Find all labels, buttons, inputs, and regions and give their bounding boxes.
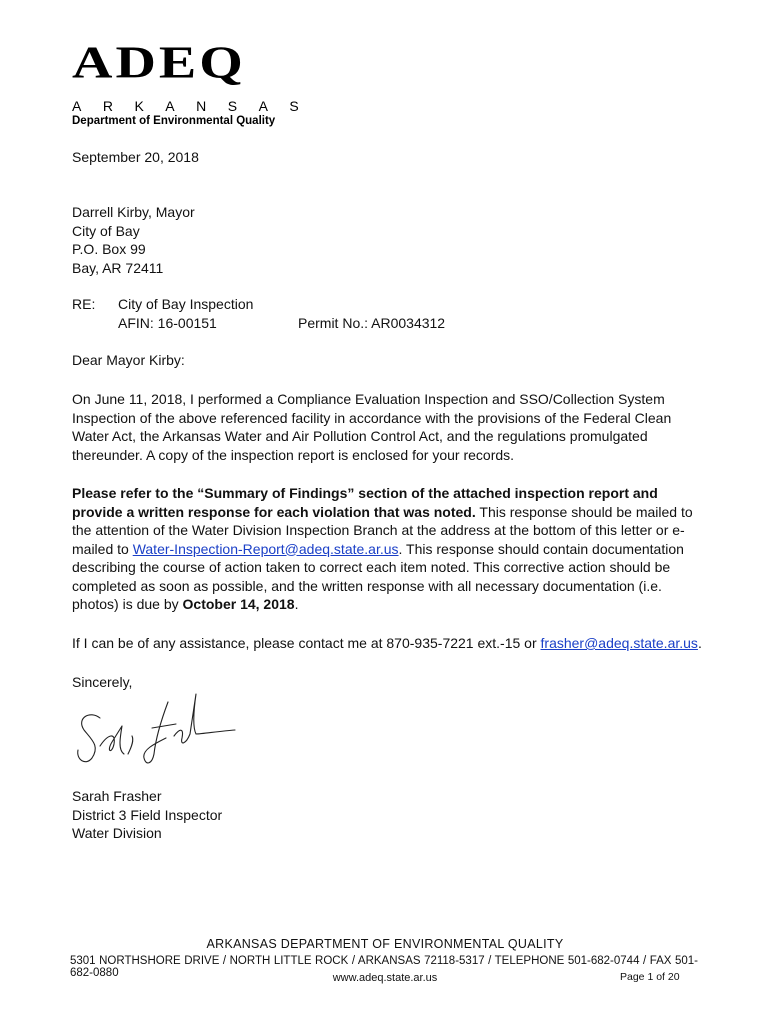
handwritten-signature	[70, 688, 240, 773]
logo-wordmark: ADEQ	[72, 37, 246, 89]
footer-website: www.adeq.state.ar.us	[332, 972, 438, 984]
page-number: Page 1 of 20	[620, 971, 680, 983]
paragraph-response-request: Please refer to the “Summary of Findings” section of the attached inspection report and provide a written response for each violation that was noted. This response should be mailed to the attention of the Water Division Inspection Branch at the address at the bottom of this letter or e- mailed to Water-Inspection-Report@adeq.state.ar.us. This response should contain documentation describing the course of action taken to correct each item noted. This corrective action should be completed as soon as possible, and the written response with all necessary documentation (i.e. photos) is due by October 14, 2018.	[72, 484, 698, 614]
paragraph-line: thereunder. A copy of the inspection report is enclosed for your records.	[72, 446, 515, 463]
paragraph-text: . This response should contain documentation	[398, 540, 684, 557]
paragraph-contact: If I can be of any assistance, please contact me at 870-935-7221 ext.-15 or frasher@adeq.state.ar.us.	[72, 635, 702, 651]
recipient-line: City of Bay	[72, 222, 140, 239]
re-subject: City of Bay Inspection	[118, 296, 254, 312]
footer-organization: ARKANSAS DEPARTMENT OF ENVIRONMENTAL QUALITY	[206, 937, 564, 951]
paragraph-text: photos) is due by	[72, 596, 183, 612]
logo-state-name: ARKANSAS	[72, 98, 321, 114]
afin-number: AFIN: 16-00151	[118, 314, 217, 331]
closing: Sincerely,	[72, 674, 133, 690]
due-date: October 14, 2018	[182, 596, 295, 612]
bold-instruction: provide a written response for each violation that was noted.	[72, 503, 476, 520]
paragraph-line: the attention of the Water Division Inspection Branch at the address at the bottom of this letter or e-	[72, 522, 685, 538]
paragraph-line: On June 11, 2018, I performed a Compliance Evaluation Inspection and SSO/Collection System	[72, 391, 665, 407]
paragraph-text: This response should be mailed to	[475, 503, 693, 520]
paragraph-line: describing the course of action taken to correct each item noted. This corrective action should be	[72, 559, 671, 575]
paragraph-text: If I can be of any assistance, please contact me at 870-935-7221 ext.-15 or	[72, 635, 541, 651]
paragraph-line: Inspection of the above referenced facility in accordance with the provisions of the Federal Clean	[72, 409, 672, 426]
signer-name: Sarah Frasher	[72, 788, 162, 804]
recipient-line: Darrell Kirby, Mayor	[72, 204, 195, 220]
paragraph-line: completed as soon as possible, and the written response with all necessary documentation (i.e.	[72, 577, 662, 594]
bold-instruction: Please refer to the “Summary of Findings” section of the attached inspection report and	[72, 485, 658, 501]
re-label: RE:	[72, 296, 96, 312]
recipient-address	[72, 203, 195, 277]
letter-date: September 20, 2018	[72, 149, 199, 165]
inspection-report-email-link[interactable]: Water-Inspection-Report@adeq.state.ar.us	[132, 540, 399, 557]
re-block	[72, 295, 692, 332]
logo-department: Department of Environmental Quality	[72, 115, 276, 127]
inspector-email-link[interactable]: frasher@adeq.state.ar.us	[540, 635, 698, 651]
signature-block	[72, 787, 222, 843]
salutation: Dear Mayor Kirby:	[72, 352, 185, 368]
paragraph-inspection	[72, 390, 698, 464]
recipient-line: P.O. Box 99	[72, 241, 146, 258]
paragraph-text: mailed to	[72, 540, 133, 557]
permit-number: Permit No.: AR0034312	[298, 314, 446, 331]
signer-division: Water Division	[72, 825, 162, 842]
paragraph-line: Water Act, the Arkansas Water and Air Pollution Control Act, and the regulations promulgated	[72, 428, 648, 444]
recipient-line: Bay, AR 72411	[72, 259, 164, 276]
signer-title: District 3 Field Inspector	[72, 806, 223, 823]
adeq-logo	[72, 37, 321, 128]
footer-address: 5301 NORTHSHORE DRIVE / NORTH LITTLE ROCK / ARKANSAS 72118-5317 / TELEPHONE 501-682-0744 / FAX 501-682-0880	[70, 955, 698, 979]
